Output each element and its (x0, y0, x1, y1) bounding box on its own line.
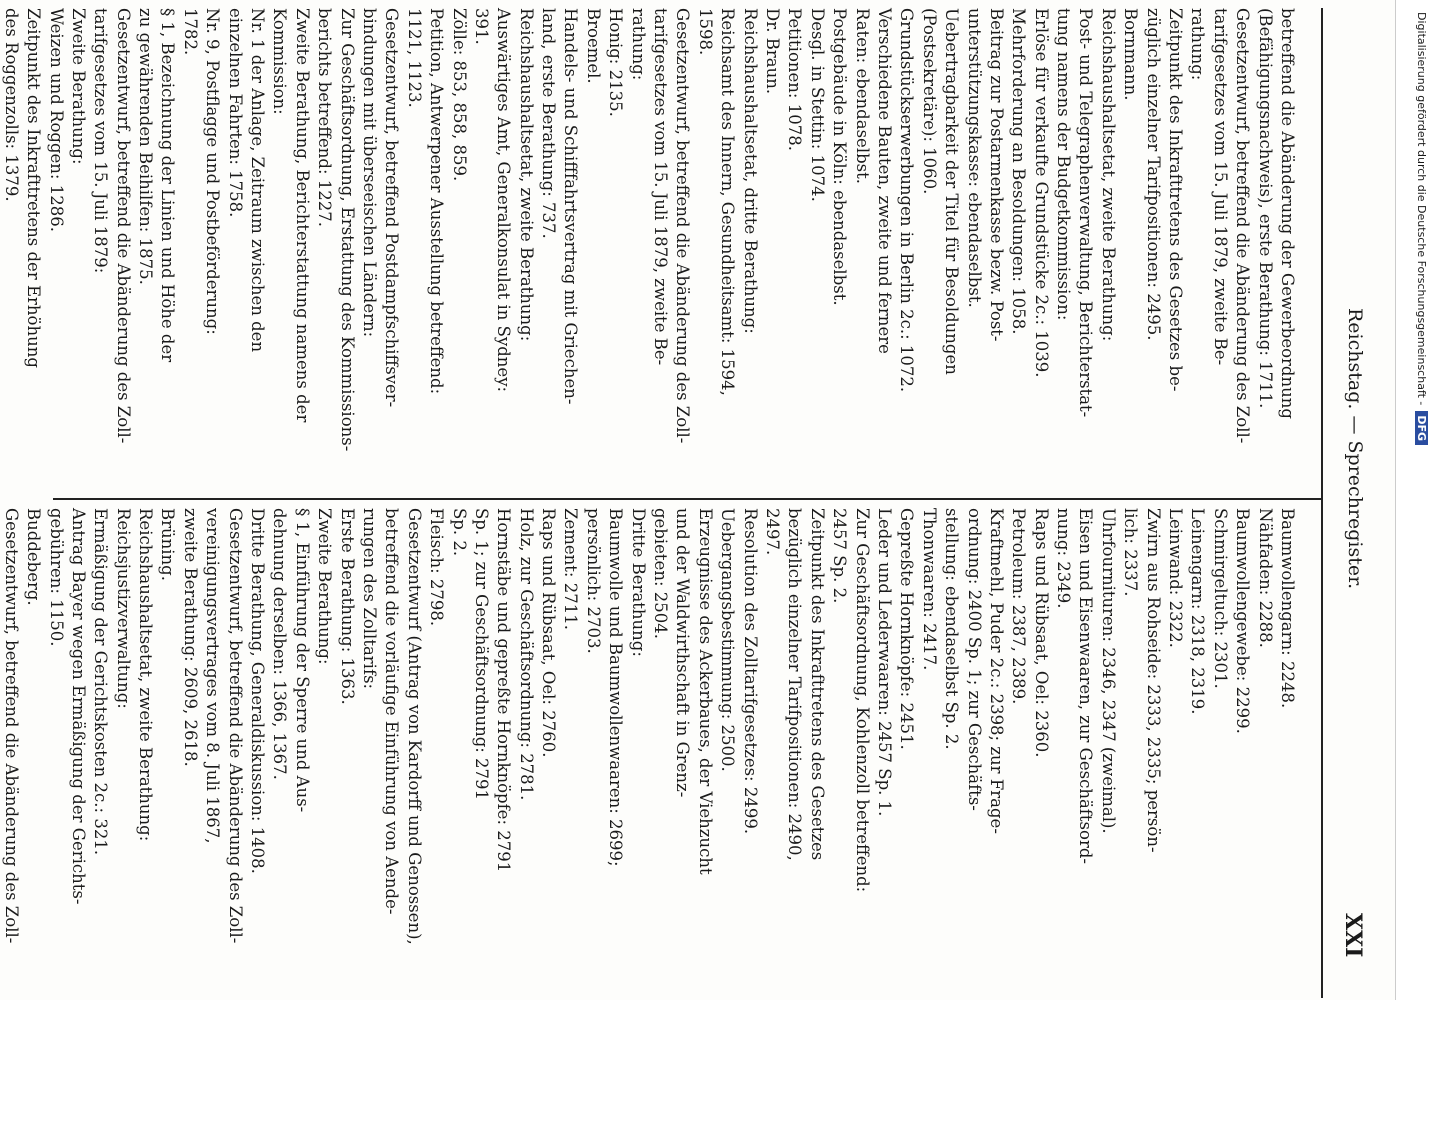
index-line: tarifgesetzes vom 15. Juli 1879: (91, 8, 111, 274)
index-line: Erzeugnisse des Ackerbaues, der Viehzucht (695, 508, 715, 875)
index-line: Holz, zur Geschäftsordnung: 2781. (516, 508, 536, 801)
index-line: rathung: (628, 8, 648, 81)
index-line: des Roggenzolls: 1379. (1, 8, 21, 202)
index-line: Mehrforderung an Besoldungen: 1058. (1009, 8, 1029, 335)
index-line: vereinigungsvertrages vom 8. Juli 1867, (203, 508, 223, 844)
index-line: land, erste Berathung: 737. (539, 8, 559, 239)
index-line: Gesetzentwurf, betreffend die Abänderung des Zoll- (673, 8, 693, 444)
index-line: Auswärtiges Amt, Generalkonsulat in Sydney: (494, 8, 514, 393)
index-line: nung: 2349. (1054, 508, 1074, 609)
index-line: Kraftmehl, Puder 2c.: 2398; zur Frage- (986, 508, 1006, 834)
index-line: Broemel. (583, 8, 603, 84)
rotated-page-content (1, 8, 1378, 998)
index-line: Raps und Rübsaat, Oel: 2760. (539, 508, 559, 758)
index-line: (Postsekretäre): 1060. (919, 8, 939, 195)
dfg-logo: DFG (1415, 411, 1428, 445)
header-rule (1321, 8, 1323, 998)
index-line: Zweite Berathung: (68, 8, 88, 165)
index-line: Antrag Bayer wegen Ermäßigung der Gerichts- (68, 508, 88, 905)
index-line: Dritte Berathung, Generaldiskussion: 1408. (248, 508, 268, 874)
index-line: Uebergangsbestimmung: 2500. (718, 508, 738, 772)
index-line: Gesetzentwurf, betreffend Postdampfschiffsver- (382, 8, 402, 408)
index-line: Postgebäude in Köln: ebendaselbst. (830, 8, 850, 306)
index-line: bezüglich einzelner Tarifpositionen: 2490, (785, 508, 805, 861)
footer-note (1398, 12, 1428, 1002)
page-number: XXI (1340, 913, 1366, 958)
index-line: Beitrag zur Postarmenkasse bezw. Post- (986, 8, 1006, 342)
index-line: gebieten: 2504. (651, 508, 671, 639)
index-line: Weizen und Roggen: 1286. (46, 8, 66, 232)
index-line: Verschiedene Bauten, zweite und fernere (874, 8, 894, 354)
index-line: Bornmann. (1121, 8, 1141, 101)
index-line: Petroleum: 2387, 2389. (1009, 508, 1029, 705)
index-line: Fleisch: 2798. (427, 508, 447, 627)
index-line: lich: 2337. (1121, 508, 1141, 597)
index-line: Buddeberg. (24, 508, 44, 606)
index-line: persönlich: 2703. (583, 508, 603, 654)
index-line: Reichshaushaltsetat, zweite Berathung: (1098, 8, 1118, 342)
index-line: Petitionen: 1078. (785, 8, 805, 151)
index-line: Petition, Antwerpener Ausstellung betreffend: (427, 8, 447, 395)
index-line: Reichshaushaltsetat, dritte Berathung: (740, 8, 760, 334)
index-line: betreffend die vorläufige Einführung von Aende- (382, 508, 402, 915)
index-line: Gesetzentwurf, betreffend die Abänderung des Zoll- (113, 8, 133, 444)
index-line: ordnung: 2400 Sp. 1; zur Geschäfts- (964, 508, 984, 811)
index-line: Resolution des Zolltarifgesetzes: 2499. (740, 508, 760, 835)
index-line: § 1, Einführung der Sperre und Aus- (292, 508, 312, 813)
index-line: Zölle: 853, 858, 859. (449, 8, 469, 182)
index-line: Dr. Braun. (763, 8, 783, 95)
index-line: Zeitpunkt des Inkrafttretens des Gesetzes (807, 508, 827, 861)
index-line: Grundstückserwerbungen in Berlin 2c.: 1072. (897, 8, 917, 393)
index-line: tung namens der Budgetkommission: (1054, 8, 1074, 321)
index-line: Kommission: (270, 8, 290, 115)
index-line: dehnung derselben: 1366, 1367. (270, 508, 290, 780)
index-line: Reichshaushaltsetat, zweite Berathung: (516, 8, 536, 342)
index-line: 2497. (763, 508, 783, 556)
index-line: Zweite Berathung: (315, 508, 335, 665)
index-line: 1121, 1123. (404, 8, 424, 108)
index-line: Zur Geschäftsordnung, Erstattung des Kommissions- (337, 8, 357, 452)
index-line: § 1, Bezeichnung der Linien und Höhe der (158, 8, 178, 363)
index-line: Handels- und Schifffahrtsvertrag mit Griechen- (561, 8, 581, 405)
footer-note-text: Digitalisierung gefördert durch die Deutsche Forschungsgemeinschaft - (1415, 12, 1428, 406)
index-line: stellung: ebendaselbst Sp. 2. (942, 508, 962, 750)
index-line: Uebertragbarkeit der Titel für Besoldungen (942, 8, 962, 375)
index-line: Schmirgeltuch: 2301. (1210, 508, 1230, 689)
index-line: Sp. 1; zur Geschäftsordnung: 2791 (471, 508, 491, 801)
index-line: 1598. (695, 8, 715, 56)
index-line: Post- und Telegraphenverwaltung, Berichterstat- (1076, 8, 1096, 418)
index-line: Nr. 1 der Anlage, Zeitraum zwischen den (248, 8, 268, 353)
index-line: Baumwollengewebe: 2299. (1233, 508, 1253, 734)
index-line: gebühren: 1150. (46, 508, 66, 647)
index-line: berichts betreffend: 1227. (315, 8, 335, 228)
right-column (0, 508, 1298, 1138)
index-line: Reichsjustizverwaltung: (113, 508, 133, 709)
index-line: Leinengarn: 2318, 2319. (1188, 508, 1208, 715)
index-line: Brüning. (158, 508, 178, 581)
index-line: bindungen mit überseeischen Ländern: (359, 8, 379, 338)
index-line: Nähfaden: 2288. (1255, 508, 1275, 648)
index-line: rungen des Zolltarifs: (359, 508, 379, 690)
index-line: Raten: ebendaselbst. (852, 8, 872, 184)
index-line: rathung: (1188, 8, 1208, 81)
index-line: (Befähigungsnachweis), erste Berathung: 1711. (1255, 8, 1275, 409)
index-line: Ermäßigung der Gerichtskosten 2c.: 321. (91, 508, 111, 856)
index-line: Baumwolle und Baumwollenwaaren: 2699; (606, 508, 626, 867)
index-line: Dritte Berathung: (628, 508, 648, 657)
index-line: Gepreßte Hornknöpfe: 2451. (897, 508, 917, 750)
index-line: Gesetzentwurf (Antrag von Kardorff und Genossen), (404, 508, 424, 945)
index-line: Reichsamt des Innern, Gesundheitsamt: 1594, (718, 8, 738, 396)
index-line: und der Waldwirthschaft in Grenz- (673, 508, 693, 798)
index-line: Eisen und Eisenwaaren, zur Geschäftsord- (1076, 508, 1096, 864)
index-line: Erlöse für verkaufte Grundstücke 2c.: 1039. (1031, 8, 1051, 378)
index-line: 1782. (180, 8, 200, 56)
index-line: Gesetzentwurf, betreffend die Abänderung des Zoll- (1233, 8, 1253, 444)
index-line: Zwirn aus Rohseide: 2333, 2335; persön- (1143, 508, 1163, 853)
index-line: Nr. 9, Postflagge und Postbeförderung: (203, 8, 223, 335)
index-line: Zweite Berathung, Berichterstattung namens der (292, 8, 312, 423)
index-line: unterstützungskasse: ebendaselbst. (964, 8, 984, 308)
index-line: Zement: 2711. (561, 508, 581, 630)
index-line: Uhrfournituren: 2346, 2347 (zweimal). (1098, 508, 1118, 834)
index-line: Erste Berathung: 1363. (337, 508, 357, 705)
index-line: Hornstäbe und gepreßte Hornknöpfe: 2791 (494, 508, 514, 873)
index-line: Desgl. in Stettin: 1074. (807, 8, 827, 202)
running-header: Reichstag. — Sprechregister. (1344, 308, 1366, 590)
index-line: 391. (471, 8, 491, 45)
index-line: züglich einzelner Tarifpositionen: 2495. (1143, 8, 1163, 341)
index-line: tarifgesetzes vom 15. Juli 1879, zweite Be- (1210, 8, 1230, 366)
index-line: einzelnen Fahrten: 1758. (225, 8, 245, 218)
index-line: Gesetzentwurf, betreffend die Abänderung des Zoll- (1, 508, 21, 944)
index-line: Sp. 2. (449, 508, 469, 557)
index-line: Zur Geschäftsordnung, Kohlenzoll betreffend: (852, 508, 872, 893)
index-line: Leder und Lederwaaren: 2457 Sp. 1. (874, 508, 894, 817)
index-line: 2457 Sp. 2. (830, 508, 850, 604)
index-line: Gesetzentwurf, betreffend die Abänderung des Zoll- (225, 508, 245, 944)
index-line: zweite Berathung: 2609, 2618. (180, 508, 200, 767)
index-line: tarifgesetzes vom 15. Juli 1879, zweite Be- (651, 8, 671, 366)
index-line: zu gewährenden Beihilfen: 1875. (136, 8, 156, 285)
index-line: Honig: 2135. (606, 8, 626, 117)
index-line: betreffend die Abänderung der Gewerbeordnung (1278, 8, 1297, 419)
index-line: Leinwand: 2322. (1166, 508, 1186, 648)
footer-strip (1395, 0, 1432, 1000)
index-line: Thonwaaren: 2417. (919, 508, 939, 671)
index-line: Raps und Rübsaat, Oel: 2360. (1031, 508, 1051, 758)
index-line: Zeitpunkt des Inkrafttretens des Gesetzes be- (1166, 8, 1186, 392)
index-line: Baumwollengarn: 2248. (1278, 508, 1297, 709)
index-line: Zeitpunkt des Inkrafttretens der Erhöhung (24, 8, 44, 368)
index-line: Reichshaushaltsetat, zweite Berathung: (136, 508, 156, 842)
